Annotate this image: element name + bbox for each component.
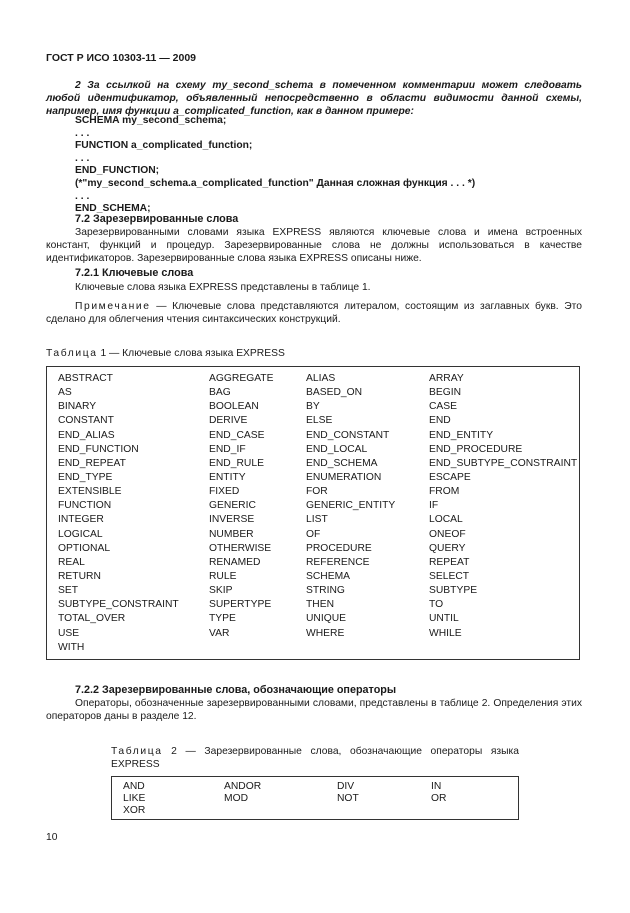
table-cell: END_TYPE: [58, 471, 113, 483]
table-cell: OPTIONAL: [58, 542, 111, 554]
table-cell: TOTAL_OVER: [58, 613, 126, 625]
table-cell: REPEAT: [429, 556, 470, 568]
table-cell: ANDOR: [224, 781, 262, 792]
table-column: [429, 372, 577, 641]
table-cell: BOOLEAN: [209, 401, 259, 413]
table-cell: GENERIC: [209, 500, 256, 512]
table-cell: RETURN: [58, 570, 101, 582]
code-line: . . .: [75, 190, 90, 202]
table-2-caption: [111, 745, 519, 771]
table-column: [337, 781, 359, 805]
table-caption-label: Таблица: [46, 348, 98, 359]
table-cell: VAR: [209, 627, 230, 639]
section-7-2-paragraph: [46, 226, 582, 265]
table-column: [58, 372, 179, 655]
table-cell: LOGICAL: [58, 528, 103, 540]
table-cell: FOR: [306, 486, 328, 498]
table-cell: FUNCTION: [58, 500, 112, 512]
table-cell: PROCEDURE: [306, 542, 372, 554]
note-2-line-2: идентификатор, объявленный непосредственно в области видимости данной схемы, например,: [46, 93, 582, 117]
section-heading-7-2: 7.2 Зарезервированные слова: [75, 213, 239, 225]
table-cell: RENAMED: [209, 556, 261, 568]
table-cell: LOCAL: [429, 514, 463, 526]
table-cell: END_ALIAS: [58, 429, 115, 441]
table-cell: QUERY: [429, 542, 466, 554]
table-cell: OR: [431, 793, 447, 804]
table-cell: RULE: [209, 570, 237, 582]
paragraph-text: Операторы, обозначенные зарезервированными словами, представлены в таблице 2. Определения этих операторов даны в разделе 12.: [46, 698, 582, 722]
table-cell: BASED_ON: [306, 387, 363, 399]
table-cell: BEGIN: [429, 387, 462, 399]
table-cell: WHERE: [306, 627, 345, 639]
table-cell: ARRAY: [429, 373, 464, 384]
table-cell: SELECT: [429, 570, 470, 582]
table-cell: OTHERWISE: [209, 542, 272, 554]
table-caption-text: 2 — Зарезервированные слова, обозначающие операторы языка EXPRESS: [111, 746, 519, 770]
table-cell: NOT: [337, 793, 359, 804]
code-line: SCHEMA my_second_schema;: [75, 115, 227, 126]
note-text: — Ключевые слова представляются литералом, состоящим из заглавных букв. Это сделано для облегчения чтения синтаксических конструкций.: [46, 301, 582, 325]
table-cell: UNIQUE: [306, 613, 347, 625]
code-line: (*"my_second_schema.a_complicated_function" Данная сложная функция . . . *): [75, 177, 476, 189]
table-1-caption: [46, 347, 285, 360]
table-column: [209, 372, 273, 641]
note-2: [46, 79, 582, 118]
table-cell: FROM: [429, 486, 460, 498]
table-cell: THEN: [306, 599, 335, 611]
table-cell: GENERIC_ENTITY: [306, 500, 396, 512]
table-cell: INTEGER: [58, 514, 104, 526]
table-cell: CASE: [429, 401, 458, 413]
table-cell: BAG: [209, 387, 231, 399]
table-cell: END_IF: [209, 443, 246, 455]
table-caption-text: 1 — Ключевые слова языка EXPRESS: [97, 348, 285, 359]
note-keywords: [46, 300, 582, 326]
table-cell: SET: [58, 585, 79, 597]
table-cell: WHILE: [429, 627, 462, 639]
table-cell: LIST: [306, 514, 328, 526]
section-7-2-1-paragraph: Ключевые слова языка EXPRESS представлены в таблице 1.: [75, 282, 371, 293]
code-line: FUNCTION a_complicated_function;: [75, 140, 253, 152]
table-cell: BINARY: [58, 401, 97, 413]
table-cell: REFERENCE: [306, 556, 370, 568]
code-line: END_FUNCTION;: [75, 165, 160, 177]
note-2-line-1: 2 За ссылкой на схему my_second_schema в помеченном комментарии может следовать любой: [46, 80, 582, 104]
table-cell: END_FUNCTION: [58, 443, 139, 455]
code-line: END_SCHEMA;: [75, 203, 151, 215]
page-number: 10: [46, 832, 58, 843]
table-cell: SUBTYPE: [429, 585, 478, 597]
table-cell: STRING: [306, 585, 345, 597]
table-cell: DERIVE: [209, 415, 248, 427]
table-caption-label: Таблица: [111, 746, 163, 757]
paragraph-text: Зарезервированными словами языка EXPRESS являются ключевые слова и имена встроенных констант, функций и процедур. Зарезервированные слова не должны использоваться в качестве идентификаторов. Зарезервированные слова языка EXPRESS описаны ниже.: [46, 227, 582, 264]
note-label: Примечание: [75, 301, 151, 312]
code-line: . . .: [75, 127, 90, 139]
section-7-2-2-paragraph: [46, 697, 582, 723]
table-cell: END_ENTITY: [429, 429, 494, 441]
table-cell: ABSTRACT: [58, 373, 113, 384]
section-heading-7-2-1: 7.2.1 Ключевые слова: [75, 267, 194, 279]
table-cell: END_LOCAL: [306, 443, 368, 455]
table-cell: END_REPEAT: [58, 457, 126, 469]
table-cell: ENUMERATION: [306, 471, 382, 483]
table-cell: XOR: [123, 805, 146, 816]
table-cell: END_CASE: [209, 429, 265, 441]
table-cell: DIV: [337, 781, 355, 792]
table-cell: WITH: [58, 641, 85, 653]
table-column: [123, 781, 145, 817]
table-cell: END_PROCEDURE: [429, 443, 523, 455]
table-cell: TYPE: [209, 613, 236, 625]
table-column: [306, 372, 395, 641]
table-column: [431, 781, 446, 805]
table-cell: END: [429, 415, 451, 427]
table-cell: AGGREGATE: [209, 373, 274, 384]
table-cell: MOD: [224, 793, 249, 804]
table-cell: USE: [58, 627, 80, 639]
note-2-line-3: имя функции a_complicated_function, как в данном примере:: [102, 106, 414, 117]
table-cell: UNTIL: [429, 613, 459, 625]
table-cell: ESCAPE: [429, 471, 471, 483]
table-cell: TO: [429, 599, 444, 611]
code-line: . . .: [75, 152, 90, 164]
table-cell: OF: [306, 528, 321, 540]
table-cell: END_RULE: [209, 457, 264, 469]
table-cell: AND: [123, 781, 145, 792]
table-cell: IF: [429, 500, 439, 512]
table-cell: BY: [306, 401, 320, 413]
table-cell: EXTENSIBLE: [58, 486, 122, 498]
table-cell: REAL: [58, 556, 85, 568]
table-cell: ELSE: [306, 415, 333, 427]
table-cell: SKIP: [209, 585, 233, 597]
table-cell: ALIAS: [306, 373, 336, 384]
table-cell: END_SUBTYPE_CONSTRAINT: [429, 457, 578, 469]
table-cell: ONEOF: [429, 528, 466, 540]
section-heading-7-2-2: 7.2.2 Зарезервированные слова, обозначающие операторы: [75, 684, 397, 696]
table-cell: NUMBER: [209, 528, 254, 540]
table-cell: AS: [58, 387, 72, 399]
table-cell: END_CONSTANT: [306, 429, 390, 441]
code-example: [75, 115, 475, 216]
table-cell: SUPERTYPE: [209, 599, 272, 611]
table-2-operators: [111, 776, 519, 820]
table-cell: IN: [431, 781, 442, 792]
table-cell: CONSTANT: [58, 415, 114, 427]
table-cell: LIKE: [123, 793, 146, 804]
document-header: ГОСТ Р ИСО 10303-11 — 2009: [46, 52, 196, 64]
table-cell: INVERSE: [209, 514, 255, 526]
table-cell: SCHEMA: [306, 570, 351, 582]
table-1-keywords: [46, 366, 580, 660]
table-cell: FIXED: [209, 486, 240, 498]
table-cell: SUBTYPE_CONSTRAINT: [58, 599, 179, 611]
table-cell: END_SCHEMA: [306, 457, 378, 469]
table-cell: ENTITY: [209, 471, 246, 483]
table-column: [224, 781, 261, 805]
